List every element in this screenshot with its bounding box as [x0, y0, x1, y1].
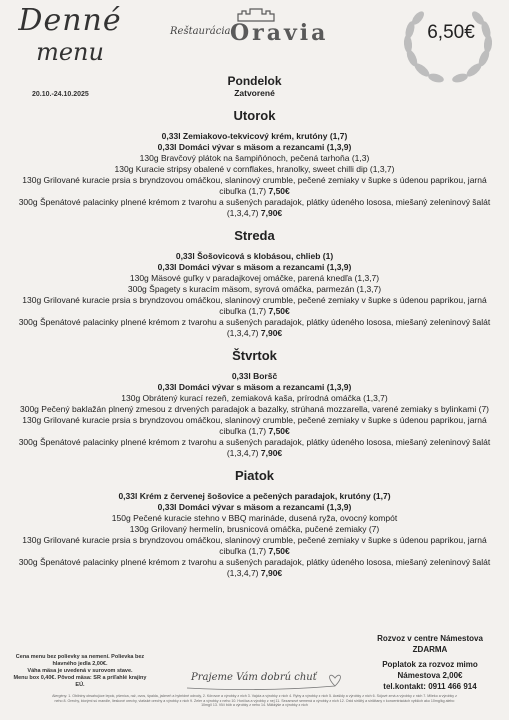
item-price: 7,90€	[260, 448, 283, 458]
day-tuesday	[12, 107, 497, 219]
note-line: hlavného jedla 2,00€.	[52, 661, 108, 667]
title-line-2: menu	[36, 38, 104, 66]
item-text: 300g Špenátové palacinky plnené krémom z tvarohu a sušených paradajok, plátky údeného lososa, miešaný zeleninový šalát (1,3,4,7)	[18, 437, 491, 458]
item-text: 150g Pečené kuracie stehno v BBQ marináde, dusená ryža, ovocný kompót	[111, 513, 398, 523]
item-text: 300g Špenátové palacinky plnené krémom z tvarohu a sušených paradajok, plátky údeného lososa, miešaný zeleninový šalát (1,3,4,7)	[18, 197, 491, 218]
soup-item: 0,33l Domáci vývar s mäsom a rezancami (1,3,9)	[157, 382, 352, 392]
day-wednesday	[12, 227, 497, 339]
item-text: 300g Pečený baklažán plnený zmesou z drvených paradajok a bazalky, strúhaná mozzarella, varené zemiaky s bylinkami (7)	[20, 404, 489, 414]
menu-item	[12, 273, 497, 284]
menu-item	[12, 437, 497, 459]
soup-item: 0,33l Domáci vývar s mäsom a rezancami (1,3,9)	[157, 142, 352, 152]
menu-item	[12, 153, 497, 164]
item-text: 130g Grilované kuracie prsia s bryndzovou omáčkou, slaninový crumble, pečené zemiaky v šupke s údenou paprikou, jarná cibuľka (1,7)	[22, 415, 487, 436]
menu-item	[12, 513, 497, 524]
item-text: 130g Kuracie stripsy obalené v cornflakes, hranolky, sweet chilli dip (1,3,7)	[114, 164, 395, 174]
soup-item: 0,33l Krém z červenej šošovice a pečených paradajok, krutóny (1,7)	[118, 491, 391, 501]
menu-item	[12, 295, 497, 317]
menu-item	[12, 393, 497, 404]
item-text: 130g Grilované kuracie prsia s bryndzovou omáčkou, slaninový crumble, pečené zemiaky v šupke s údenou paprikou, jarná cibuľka (1,7)	[22, 535, 487, 556]
item-price: 7,90€	[260, 208, 283, 218]
menu-item	[12, 524, 497, 535]
menu-notes	[10, 654, 150, 689]
note-line: Váha mäsa je uvedená v surovom stave.	[27, 668, 133, 674]
restaurant-logo	[170, 8, 330, 48]
soup-item: 0,33l Domáci vývar s mäsom a rezancami (1,3,9)	[157, 502, 352, 512]
delivery-line: Poplatok za rozvoz mimo	[382, 660, 478, 669]
menu-content	[12, 74, 497, 587]
item-price: 7,50€	[268, 306, 290, 316]
menu-item	[12, 415, 497, 437]
item-text: 130g Mäsové guľky v paradajkovej omáčke, parená knedľa (1,3,7)	[129, 273, 380, 283]
soup-item: 0,33l Boršč	[231, 371, 278, 381]
menu-item	[12, 284, 497, 295]
item-text: 300g Špagety s kuracím mäsom, syrová omáčka, parmezán (1,3,7)	[127, 284, 382, 294]
delivery-line: Námestova 2,00€	[397, 671, 463, 680]
menu-item	[12, 164, 497, 175]
day-monday	[12, 74, 497, 99]
signature-text: Prajeme Vám dobrú chuť	[191, 672, 317, 683]
day-heading: Pondelok	[227, 74, 282, 88]
day-thursday	[12, 347, 497, 459]
day-note: Zatvorené	[234, 88, 275, 98]
day-heading: Utorok	[233, 108, 276, 123]
title-line-1: Denné	[18, 3, 122, 38]
day-friday	[12, 467, 497, 579]
item-text: 130g Grilované kuracie prsia s bryndzovou omáčkou, slaninový crumble, pečené zemiaky v šupke s údenou paprikou, jarná cibuľka (1,7)	[22, 295, 487, 316]
day-heading: Piatok	[234, 468, 274, 483]
item-text: 130g Grilovaný hermelín, brusnicová omáčka, pučené zemiaky (7)	[129, 524, 380, 534]
item-price: 7,50€	[268, 426, 290, 436]
menu-item	[12, 197, 497, 219]
item-text: 300g Špenátové palacinky plnené krémom z tvarohu a sušených paradajok, plátky údeného lososa, miešaný zeleninový šalát (1,3,4,7)	[18, 317, 491, 338]
item-price: 7,90€	[260, 328, 283, 338]
menu-item	[12, 535, 497, 557]
day-heading: Štvrtok	[232, 348, 277, 363]
menu-item	[12, 404, 497, 415]
brand-prefix: Reštaurácia	[170, 26, 231, 37]
item-text: 130g Grilované kuracie prsia s bryndzovou omáčkou, slaninový crumble, pečené zemiaky v šupke s údenou paprikou, jarná cibuľka (1,7)	[22, 175, 487, 196]
page-title	[10, 3, 130, 66]
menu-item	[12, 317, 497, 339]
menu-dates: 20.10.-24.10.2025	[32, 91, 89, 98]
allergen-list: Alergény: 1. Obilniny obsahujúce lepok, pšenica, raž, ovos, špalda, jačmeň a hybridné odrody, 2. Kôrovce a výrobky z nich 3. Vajcia a výrobky z nich 4. Ryby a výrobky z nich 5. Arašidy a výrobky z nich 6. Sójové zrná a výrobky z nich 7. Mlieko a výrobky z neho 8. Orechy, ktorými sú mandle, lieskové orechy, vlašské orechy a výrobky z nich 9. Zeler a výrobky z neho 10. Horčica a výrobky z nej 11. Sezamové semená a výrobky z nich 12. Oxid siričitý a siričitany v koncentráciách vyšších ako 10mg/kg alebo 10mg/l 13. Vlčí bôb a výrobky z neho 14. Mäkkýše a výrobky z nich	[52, 694, 457, 708]
delivery-line: ZDARMA	[412, 645, 448, 654]
item-text: 130g Bravčový plátok na šampiňónoch, pečená tarhoňa (1,3)	[139, 153, 370, 163]
brand-name: Oravia	[230, 20, 329, 46]
delivery-line: Rozvoz v centre Námestova	[377, 634, 483, 643]
item-text: 300g Špenátové palacinky plnené krémom z tvarohu a sušených paradajok, plátky údeného lososa, miešaný zeleninový šalát (1,3,4,7)	[18, 557, 491, 578]
menu-item	[12, 175, 497, 197]
soup-item: 0,33l Zemiakovo-tekvicový krém, krutóny (1,7)	[161, 131, 348, 141]
soup-item: 0,33l Domáci vývar s mäsom a rezancami (1,3,9)	[157, 262, 352, 272]
menu-item	[12, 557, 497, 579]
note-line: Cena menu bez polievky sa nemení. Polievka bez	[15, 654, 145, 660]
item-price: 7,50€	[268, 546, 290, 556]
item-text: 130g Obrátený kurací rezeň, zemiaková kaša, prírodná omáčka (1,3,7)	[121, 393, 388, 403]
item-price: 7,50€	[268, 186, 290, 196]
note-line: Menu box 0,40€. Pôvod mäsa: SR a priľahlé krajiny EÚ.	[13, 675, 147, 688]
soup-item: 0,33l Šošovicová s klobásou, chlieb (1)	[175, 251, 334, 261]
signature-block	[185, 666, 350, 692]
day-heading: Streda	[234, 228, 275, 243]
delivery-info	[360, 633, 500, 692]
menu-price: 6,50€	[427, 22, 475, 43]
item-price: 7,90€	[260, 568, 283, 578]
phone-contact: tel.kontakt: 0911 466 914	[383, 682, 477, 691]
